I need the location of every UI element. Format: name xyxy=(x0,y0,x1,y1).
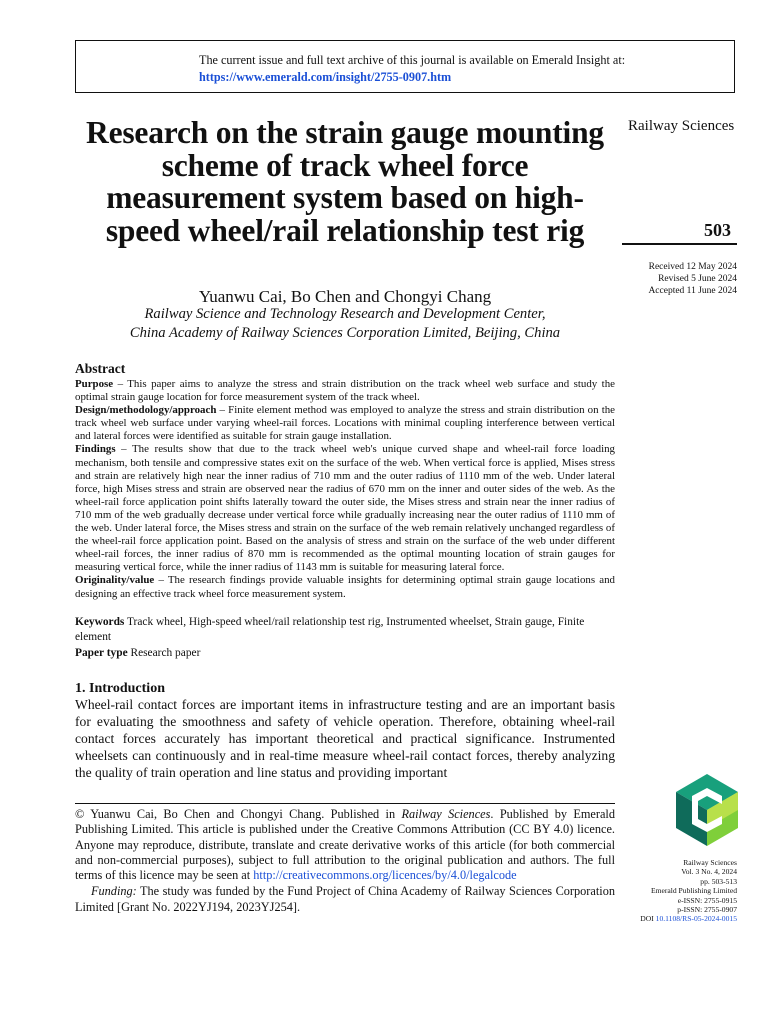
running-journal-name: Railway Sciences xyxy=(628,118,735,134)
footnote xyxy=(75,807,615,915)
article-title: Research on the strain gauge mounting scheme of track wheel force measurement system based on high-speed wheel/rail relationship test rig xyxy=(86,115,604,248)
copyright-notice xyxy=(75,807,615,883)
meta-doi xyxy=(597,914,737,923)
crossref-cube-icon xyxy=(676,774,738,846)
funding-label: Funding: xyxy=(91,884,137,899)
doi-label: DOI xyxy=(640,914,656,924)
design-text: – Finite element method was employed to analyze the stress and strain distribution on the track wheel web surface under varying wheel-rail forces. Locations with minimal coupling interference between vertical and lateral forces were identified as suitable for strain gauge installation. xyxy=(75,404,615,443)
meta-journal: Railway Sciences xyxy=(683,858,737,867)
keywords xyxy=(75,615,615,645)
received-date: Received 12 May 2024 xyxy=(648,262,737,272)
paper-type xyxy=(75,646,615,661)
keywords-label: Keywords xyxy=(75,616,125,628)
revised-date: Revised 5 June 2024 xyxy=(658,274,737,284)
accepted-date: Accepted 11 June 2024 xyxy=(648,286,737,296)
purpose-label: Purpose xyxy=(75,378,114,390)
doi-link[interactable]: 10.1108/RS-05-2024-0015 xyxy=(655,914,737,924)
paper-type-text: Research paper xyxy=(127,647,201,659)
article-metadata xyxy=(597,858,737,924)
originality-text: – The research findings provide valuable insights for determining optimal strain gauge locations and designing an effective track wheel force measurement system. xyxy=(75,574,615,600)
licence-link[interactable]: http://creativecommons.org/licences/by/4.0/legalcode xyxy=(253,868,517,883)
notice-text: The current issue and full text archive of this journal is available on Emerald Insight at: xyxy=(199,53,626,67)
funding-note xyxy=(75,884,615,915)
paper-type-label: Paper type xyxy=(75,647,128,659)
copyright-journal: Railway Sciences xyxy=(401,807,491,821)
abstract-findings xyxy=(75,443,615,574)
section-heading-introduction: 1. Introduction xyxy=(75,681,165,696)
meta-volume: Vol. 3 No. 4, 2024 xyxy=(681,867,737,877)
article-dates xyxy=(607,261,737,297)
meta-eissn: e-ISSN: 2755-0915 xyxy=(677,895,737,905)
meta-pages: pp. 503-513 xyxy=(700,876,737,886)
page-number-rule xyxy=(622,243,737,245)
abstract-body xyxy=(75,378,615,601)
abstract-originality xyxy=(75,574,615,600)
author-affiliation xyxy=(75,305,615,343)
purpose-text: – This paper aims to analyze the stress and strain distribution on the track wheel web surface and study the optimal strain gauge location for force measurement system of the track wheel. xyxy=(75,378,615,404)
design-label: Design/methodology/approach xyxy=(75,404,217,417)
copyright-post: . Published by Emerald Publishing Limited. This article is published under the Creative Commons Attribution (CC BY 4.0) licence. Anyone may reproduce, distribute, translate and create derivative works of this article (for both commercial and non-commercial purposes), subject to full attribution to the original publication and authors. The full terms of this licence may be seen at xyxy=(75,807,615,883)
abstract-design xyxy=(75,404,615,443)
meta-pissn: p-ISSN: 2755-0907 xyxy=(677,905,737,915)
abstract-purpose xyxy=(75,378,615,404)
findings-text: – The results show that due to the track wheel web's unique curved shape and wheel-rail force loading mechanism, both tensile and compressive states exit on the surface of the web. When vertical force is applied, Mises stress and strain are relatively high near the inner radius of 710 mm and the outer radius of 1110 mm of the web. Under lateral force, high Mises stress and strain are observed near the radius of 670 mm on the inner and outer sides of the web. As the wheel-rail force application point shifts laterally toward the outer side, the Mises stress and strain near the inner radius of 710 mm of the web gradually decrease under vertical force while gradually increasing near the outer radius of 1110 mm of the web. Under lateral force, the Mises stress and strain on the surface of the web remain relatively unchanged regardless of the wheel-rail force application point. Based on the analysis of stress and strain on the surface of the web under different wheel-rail forces, the inner radius of 870 mm is recommended as the optimal mounting location of strain gauges for measuring vertical force, while the inner radius of 1143 mm is suitable for measuring lateral force. xyxy=(75,443,615,574)
affiliation-line-1: Railway Science and Technology Research and Development Center, xyxy=(144,306,546,322)
journal-notice xyxy=(199,52,719,86)
keywords-text: Track wheel, High-speed wheel/rail relationship test rig, Instrumented wheelset, Strain gauge, Finite element xyxy=(75,616,585,643)
originality-label: Originality/value xyxy=(75,574,155,587)
findings-label: Findings xyxy=(75,443,116,456)
abstract-heading: Abstract xyxy=(75,361,126,376)
funding-text: The study was funded by the Fund Project of China Academy of Railway Sciences Corporation Limited [Grant No. 2022YJ194, 2023YJ254]. xyxy=(75,884,615,914)
footnote-rule xyxy=(75,803,615,804)
copyright-pre: © Yuanwu Cai, Bo Chen and Chongyi Chang. Published in xyxy=(75,807,402,821)
notice-link[interactable]: https://www.emerald.com/insight/2755-0907.htm xyxy=(199,70,452,84)
introduction-paragraph: Wheel-rail contact forces are important items in infrastructure testing and are an important basis for evaluating the smoothness and safety of vehicle operation. Therefore, obtaining wheel-rail contact forces accurately has important theoretical and practical significance. Instrumented wheelsets can continuously and in real-time measure wheel-rail contact forces, thereby analyzing the quality of train operation and line status and providing important xyxy=(75,697,615,781)
meta-publisher: Emerald Publishing Limited xyxy=(650,886,737,896)
page-number: 503 xyxy=(704,220,731,240)
affiliation-line-2: China Academy of Railway Sciences Corporation Limited, Beijing, China xyxy=(129,325,561,341)
author-list: Yuanwu Cai, Bo Chen and Chongyi Chang xyxy=(198,287,492,306)
